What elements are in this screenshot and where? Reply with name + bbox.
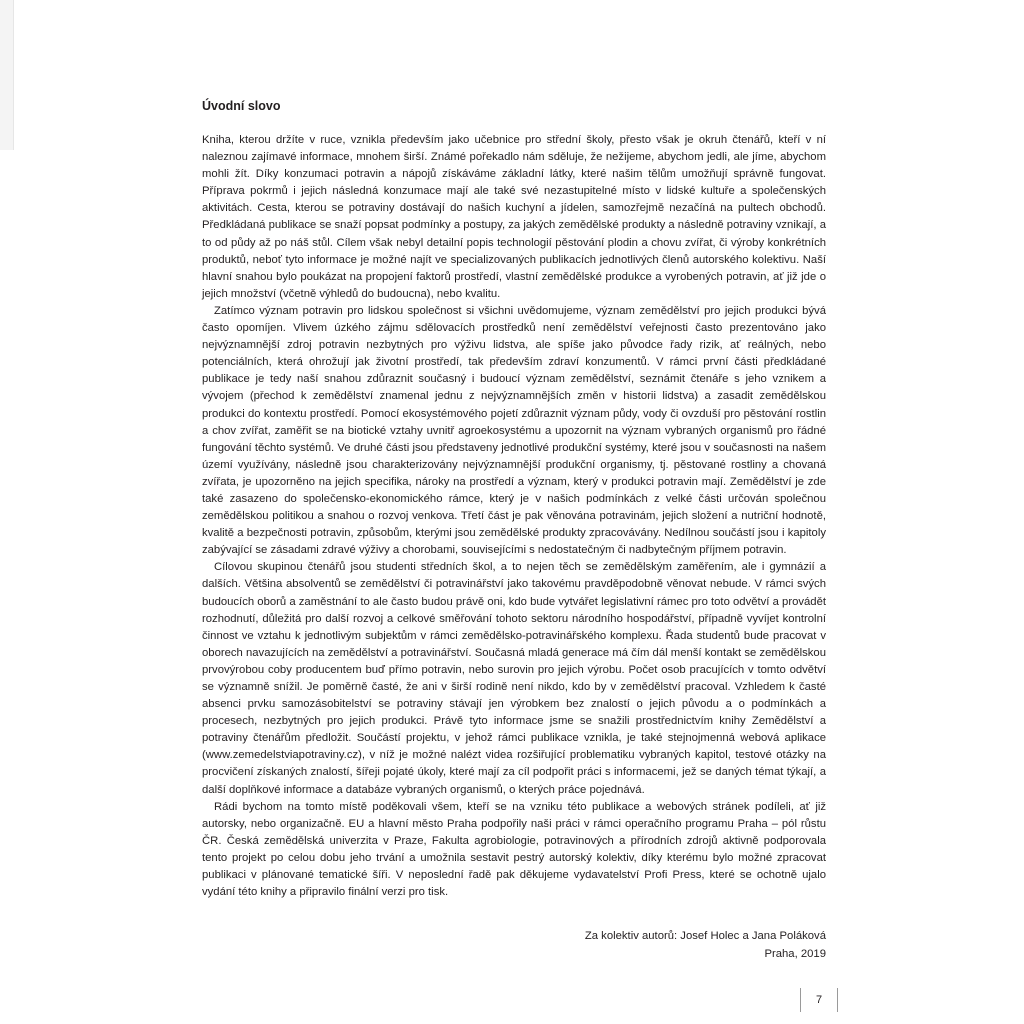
signature-authors: Za kolektiv autorů: Josef Holec a Jana Poláková: [584, 930, 826, 943]
paragraph-1: Kniha, kterou držíte v ruce, vznikla především jako učebnice pro střední školy, přesto však je okruh čtenářů, kteří v ní naleznou zajímavé informace, mnohem širší. Známé pořekadlo nám sděluje, že nežijeme, abychom jedli, ale jíme, abychom mohli žít. Díky konzumaci potravin a nápojů získáváme základní látky, které našim tělům umožňují správně fungovat. Příprava pokrmů i jejich následná konzumace mají ale také své nezastupitelné místo v lidské kultuře a společenských aktivitách. Cesta, kterou se potraviny dostávají do našich kuchyní a jídelen, samozřejmě nezačíná na pultech obchodů. Předkládaná publikace se snaží popsat podmínky a postupy, za jakých zemědělské produkty a následně potraviny vznikají, a to od půdy až po náš stůl. Cílem však nebyl detailní popis technologií pěstování plodin a chovu zvířat, či výroby konkrétních produktů, neboť tyto informace je možné najít ve specializovaných publikacích jednotlivých členů autorského kolektivu. Naší hlavní snahou bylo poukázat na propojení faktorů prostředí, vlastní zemědělské produkce a vyrobených potravin, ať již jde o jejich množství (včetně výhledů do budoucna), nebo kvalitu.: [202, 134, 826, 300]
paragraph-3: Cílovou skupinou čtenářů jsou studenti středních škol, a to nejen těch se zemědělským zaměřením, ale i gymnázií a dalších. Většina absolventů se zemědělství či potravinářství jako takovému pravděpodobně věnovat nebude. V rámci svých budoucích oborů a zaměstnání to ale často budou právě oni, kdo bude vytvářet legislativní rámec pro toto odvětví a provádět rozhodnutí, důležitá pro další rozvoj a celkové směřování tohoto sektoru národního hospodářství, případně vyvíjet kontrolní činnost ve vztahu k jednotlivým subjektům v rámci zemědělsko-potravinářského komplexu. Řada studentů bude pracovat v oborech navazujících na zemědělství a potravinářství. Současná mladá generace má čím dál menší kontakt se zemědělskou prvovýrobou coby producentem buď přímo potravin, nebo surovin pro jejich výrobu. Počet osob pracujících v tomto odvětví se významně snížil. Je poměrně časté, že ani v širší rodině není nikdo, kdo by v zemědělství pracoval. Vzhledem k časté absenci prvku samozásobitelství se potraviny stávají jen výrobkem bez znalostí o jejich původu a o podmínkách a procesech, nezbytných pro jejich produkci. Právě tyto informace jsme se snažili prostřednictvím knihy Zemědělství a potraviny čtenářům předložit. Součástí projektu, v jehož rámci publikace vznikla, je také stejnojmenná webová aplikace (www.zemedelstviapotraviny.cz), v níž je možné nalézt videa rozšiřující problematiku vybraných kapitol, testové otázky na procvičení získaných znalostí, šířeji pojaté úkoly, které mají za cíl podpořit práci s informacemi, jež se daných témat týkají, a další doplňkové informace a databáze vybraných organismů, o kterých práce pojednává.: [202, 561, 826, 796]
text-body: [202, 98, 826, 963]
folio-divider-left: [800, 988, 801, 1012]
page-number-box: [800, 988, 838, 1012]
section-heading: Úvodní slovo: [202, 99, 281, 113]
paragraph-2: Zatímco význam potravin pro lidskou společnost si všichni uvědomujeme, význam zemědělství pro jejich produkci bývá často opomíjen. Vlivem úzkého zájmu sdělovacích prostředků není zemědělství veřejnosti často prezentováno jako nejvýznamnější zdroj potravin nezbytných pro výživu lidstva, ale spíše jako původce řady rizik, ať reálných, nebo potenciálních, která ohrožují jak životní prostředí, tak především zdraví konzumentů. V rámci první části předkládané publikace je tedy naší snahou zdůraznit současný i budoucí význam zemědělství, seznámit čtenáře s jeho vznikem a vývojem (přechod k zemědělství znamenal jednu z nejvýznamnějších změn v historii lidstva) a zasadit zemědělskou produkci do kontextu prostředí. Pomocí ekosystémového pojetí zdůraznit význam půdy, vody či ovzduší pro pěstování rostlin a chov zvířat, zaměřit se na biotické vztahy uvnitř agroekosystému a upozornit na význam vybraných organismů pro řádné fungování těchto systémů. Ve druhé části jsou představeny jednotlivé produkční systémy, které jsou v současnosti na našem území využívány, následně jsou charakterizovány nejvýznamnější produkční organismy, tj. pěstované rostliny a chovaná zvířata, je upozorněno na jejich specifika, nároky na prostředí a význam, který v produkci potravin mají. Zemědělství je zde také zasazeno do společensko-ekonomického rámce, který je v našich podmínkách z velké části určován společnou zemědělskou politikou a snahou o rozvoj venkova. Třetí část je pak věnována potravinám, jejich složení a nutriční hodnotě, kvalitě a bezpečnosti potravin, způsobům, kterými jsou zemědělské produkty zpracovávány. Nedílnou součástí jsou i kapitoly zabývající se zásadami zdravé výživy a chorobami, souvisejícími s nedostatečným či nadbytečným příjmem potravin.: [202, 304, 826, 557]
paragraph-4: Rádi bychom na tomto místě poděkovali všem, kteří se na vzniku této publikace a webových stránek podíleli, ať již autorsky, nebo organizačně. EU a hlavní město Praha podpořily naši práci v rámci operačního programu Praha – pól růstu ČR. Česká zemědělská univerzita v Praze, Fakulta agrobiologie, potravinových a přírodních zdrojů aktivně podporovala tento projekt po celou dobu jeho trvání a umožnila sestavit pestrý autorský kolektiv, díky kterému bylo možné zpracovat publikaci v plánované tematické šíři. V neposlední řadě pak děkujeme vydavatelství Profi Press, které se ochotně ujalo vydání této knihy a připravilo finální verzi pro tisk.: [202, 800, 826, 899]
page-number: 7: [815, 994, 823, 1006]
signature-block: [202, 928, 826, 963]
folio-divider-right: [837, 988, 838, 1012]
page-edge-shadow: [0, 0, 14, 150]
signature-place-date: Praha, 2019: [764, 947, 826, 960]
